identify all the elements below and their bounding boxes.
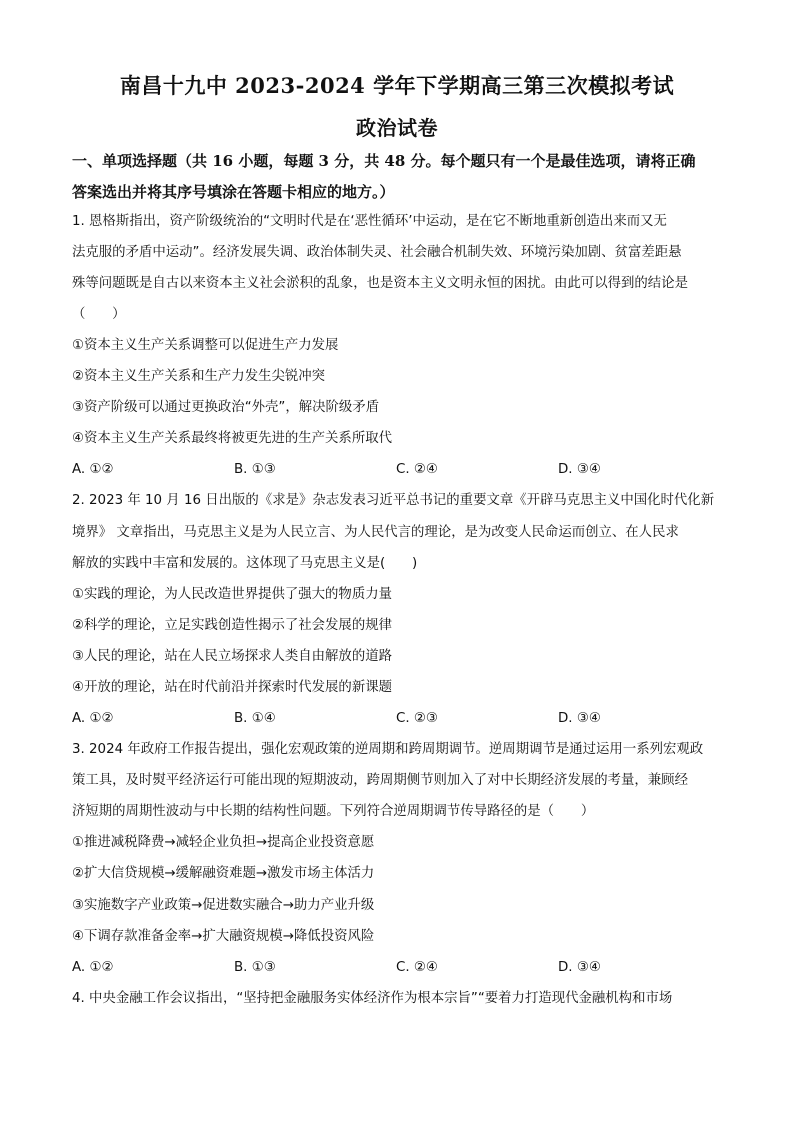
q3-option-d[interactable]: D. ③④ (558, 960, 601, 975)
q3-item: ③实施数字产业政策→促进数实融合→助力产业升级 (72, 898, 375, 913)
q2-stem-line: 解放的实践中丰富和发展的。这体现了马克思主义是( ) (72, 556, 418, 571)
q3-item: ②扩大信贷规模→缓解融资难题→激发市场主体活力 (72, 866, 375, 881)
q1-option-d[interactable]: D. ③④ (558, 462, 601, 477)
q1-item: ②资本主义生产关系和生产力发生尖锐冲突 (72, 369, 326, 384)
q1-stem-line: 殊等问题既是自古以来资本主义社会淤积的乱象，也是资本主义文明永恒的困扰。由此可以得到的结论是 (72, 276, 688, 291)
q2-item: ④开放的理论，站在时代前沿并探索时代发展的新课题 (72, 680, 392, 695)
q3-stem-line: 济短期的周期性波动与中长期的结构性问题。下列符合逆周期调节传导路径的是（ ） (72, 804, 595, 819)
q2-option-a[interactable]: A. ①② (72, 711, 114, 726)
q3-item: ①推进减税降费→减轻企业负担→提高企业投资意愿 (72, 835, 375, 850)
q3-option-b[interactable]: B. ①③ (234, 960, 276, 975)
q4-stem-line: 4. 中央金融工作会议指出，“坚持把金融服务实体经济作为根本宗旨”“要着力打造现代金融机构和市场 (72, 991, 673, 1006)
q1-option-a[interactable]: A. ①② (72, 462, 114, 477)
q2-stem-line: 2. 2023 年 10 月 16 日出版的《求是》杂志发表习近平总书记的重要文章《开辟马克思主义中国化时代化新 (72, 493, 715, 508)
q3-option-a[interactable]: A. ①② (72, 960, 114, 975)
section-heading-line2: 答案选出并将其序号填涂在答题卡相应的地方。） (72, 183, 395, 201)
q1-item: ④资本主义生产关系最终将被更先进的生产关系所取代 (72, 431, 392, 446)
q2-item: ③人民的理论，站在人民立场探求人类自由解放的道路 (72, 649, 392, 664)
q1-option-b[interactable]: B. ①③ (234, 462, 276, 477)
q1-option-c[interactable]: C. ②④ (396, 462, 438, 477)
q3-stem-line: 3. 2024 年政府工作报告提出，强化宏观政策的逆周期和跨周期调节。逆周期调节是通过运用一系列宏观政 (72, 742, 704, 757)
q2-stem-line: 境界》 文章指出，马克思主义是为人民立言、为人民代言的理论，是为改变人民命运而创立、在人民求 (72, 525, 679, 540)
q2-option-d[interactable]: D. ③④ (558, 711, 601, 726)
q2-option-b[interactable]: B. ①④ (234, 711, 276, 726)
q1-stem-line: 1. 恩格斯指出，资产阶级统治的“文明时代是在‘恶性循环’中运动，是在它不断地重新创造出来而又无 (72, 214, 667, 229)
exam-subject: 政治试卷 (356, 116, 438, 140)
exam-title: 南昌十九中 2023-2024 学年下学期高三第三次模拟考试 (119, 73, 675, 98)
q3-item: ④下调存款准备金率→扩大融资规模→降低投资风险 (72, 929, 375, 944)
q1-stem-line: 法克服的矛盾中运动”。经济发展失调、政治体制失灵、社会融合机制失效、环境污染加剧、贫富差距悬 (72, 245, 682, 260)
q2-item: ②科学的理论，立足实践创造性揭示了社会发展的规律 (72, 618, 392, 633)
q3-stem-line: 策工具，及时熨平经济运行可能出现的短期波动，跨周期侧节则加入了对中长期经济发展的考量，兼顾经 (72, 773, 688, 788)
q1-item: ①资本主义生产关系调整可以促进生产力发展 (72, 338, 339, 353)
q1-stem-line: （ ） (72, 307, 126, 322)
q2-option-c[interactable]: C. ②③ (396, 711, 438, 726)
section-heading-line1: 一、单项选择题（共 16 小题，每题 3 分，共 48 分。每个题只有一个是最佳选项，请将正确 (72, 152, 696, 170)
q2-item: ①实践的理论，为人民改造世界提供了强大的物质力量 (72, 587, 392, 602)
q1-item: ③资产阶级可以通过更换政治“外壳”，解决阶级矛盾 (72, 400, 380, 415)
q3-option-c[interactable]: C. ②④ (396, 960, 438, 975)
